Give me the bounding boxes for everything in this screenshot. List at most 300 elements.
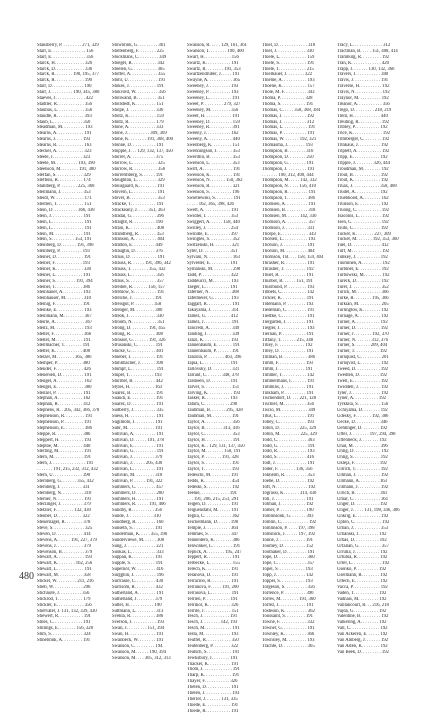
index-entry: Testa, M. . . . . . . . . . . . 193 <box>187 632 239 638</box>
index-entry: Starr, E. . . . . . . . . . . . . . . 356 <box>37 54 94 60</box>
index-entry: Terech, K. . . . . . . . . . . 191 <box>187 567 239 573</box>
index-entry: Steiner, F. . . . . . . . . . . . 193 <box>37 260 90 266</box>
index-entry: Upton, C. . . . . . . . . . . . 192 <box>337 520 390 526</box>
index-entry: Tiernan, P. . . . . . . . . . . 191 <box>262 331 314 337</box>
index-entry: Urbanski, J. . . . . . . . . 192 <box>337 531 387 537</box>
index-entry: Thorson, M. . . . . . . . . . 404 <box>262 249 315 255</box>
index-entry: Thompson, T. . . . . . . . . 386 <box>262 196 315 202</box>
index-entry: Usenko, P. . . . . . . . . . 192 <box>337 567 387 573</box>
index-entry: Stohr, U. . . . . . . . . . . . . 191 <box>112 78 166 84</box>
index-entry: Sweeney, P. . . . . . . . . . 193 <box>187 90 239 96</box>
index-entry: Storrow, L. . . . . . . . . . . 325 <box>112 160 165 166</box>
index-entry: Strackeany, J. . . . . 351, 363 <box>112 207 165 213</box>
index-entry: Tuel, D. . . . . . . . . . . . . 412 <box>337 243 389 249</box>
index-entry: Tesch, J. . . . . . . . . . . . 191 <box>187 614 238 620</box>
index-entry: Tilley, D. . . . . . . . . . . . 191 <box>262 349 314 355</box>
index-entry: Steffens, R. . . . . . . . . . . 174 <box>37 178 91 184</box>
index-entry: Stephan, A. . . . . . . . . . . 162 <box>37 396 91 402</box>
index-entry: Tolman, J. . . . . . . . . . . 192 <box>262 502 314 508</box>
index-entry: Thoma, P. . . . . . . . . . . 328 <box>262 96 313 102</box>
index-entry: Timmermans, I. . . . . . . 191 <box>262 378 315 384</box>
index-entry: Timmer, T. . . . . . . . . . . 142 <box>262 372 315 378</box>
index-entry: Tomshick, J. . . . . . 197, 392 <box>262 531 316 537</box>
index-entry: Thiele, L. . . . . . . . . . . . 159 <box>262 54 315 60</box>
index-entry: Trippie, J. . . . . . . . 326, 444 <box>337 160 390 166</box>
index-entry: Treuting, R. . . . . . . . . . 192 <box>337 119 389 125</box>
index-entry: Tinkham, P. . . . . . . . . . 191 <box>262 390 314 396</box>
index-entry: Steitz, M. . . . . . . . . . . . . 193 <box>37 325 92 331</box>
index-entry: Truong, C. . . . . . . . . . . 192 <box>337 207 389 213</box>
index-entry: Steilmann, J. . . . . . . . . . 353 <box>37 190 91 196</box>
index-entry: Stewart, K. . . . . . . . 162, 256 <box>37 561 93 567</box>
index-entry: Urtubia, R. . . . . . . . . . 192 <box>337 555 388 561</box>
index-entry: Unger, J. . . . . 131, 198, 346, 386 <box>337 508 400 514</box>
index-entry: Sunseth, S. . . . . . . . . . 191 <box>112 526 163 532</box>
index-entry: Stickel, W. . . . . . . . . 211, 216 <box>37 579 94 585</box>
index-entry: Tischendorf, D. . . . 221, 128 <box>262 396 316 402</box>
index-entry: Torres, M. . . . . . . . 191, 360 <box>262 596 316 602</box>
index-entry: Tope, D. . . . . . . . . . . . . 360 <box>262 555 315 561</box>
index-entry: Thompson, B. . . . . . . . 316 <box>262 149 314 155</box>
index-entry: Tibbets, C. . . . . . . . . . . 142 <box>262 290 315 296</box>
index-entry: Swenson, N. . . . . . . 150, 362 <box>187 178 243 184</box>
index-entry: Tesch, J. . . . . . . . 142, 193 <box>187 620 238 626</box>
index-entry: Troudman, M. . . . . . . . 192 <box>337 166 389 172</box>
index-column-2 <box>112 43 178 662</box>
index-entry: Stenersen, D. . . . . . . . . . 191 <box>37 372 92 378</box>
index-entry: Surrrasse, C. . . . . . . . . 430 <box>112 579 164 585</box>
index-entry: Sverson, J. . . . . . . . . . . 193 <box>112 620 165 626</box>
index-entry: Thrasher, T. . . . . . . . . . 192 <box>262 266 314 272</box>
index-entry: Uhlig, D. . . . . . . . . . . . 192 <box>337 449 389 455</box>
index-column-5 <box>337 43 403 656</box>
index-entry: Ukleja, F. . . . . . . . . . . 192 <box>337 461 387 467</box>
index-entry: Trout, K. . . . . . . . . . . . 192 <box>337 178 389 184</box>
index-entry: Stoltz, K. . . . . . . . . . . . 159 <box>112 113 164 119</box>
index-entry: Stolpe, J. . . . . . . . . . . . 336 <box>112 107 164 113</box>
index-entry: Steele, M. . . . . . . . . . 193, 390 <box>37 160 95 166</box>
index-entry: Stiewert, R. . . . . . . . . . . 191 <box>37 614 91 620</box>
index-entry: Thompson, N. . . . . 156, 410 <box>262 184 316 190</box>
index-entry: Tannenbaum, P. . . . . . . 191 <box>187 349 240 355</box>
index-entry: Van Asten, K. . . . . . . . 192 <box>337 643 388 649</box>
index-entry: Timm, J. . . . . . . . . . . . 191 <box>262 366 313 372</box>
index-entry: Swanson, M. . . . . . 190, 394 <box>112 649 166 655</box>
index-entry: Taylor, A. . . . . . . . . . . . 356 <box>187 420 240 425</box>
index-entry: Vacca, P. . . . . . . . . . . . 192 <box>337 584 388 590</box>
index-entry: Stephenson, R. . . . . . . . . 191 <box>37 414 93 420</box>
index-entry: Van Beek, D. . . . . . . . . 192 <box>337 649 389 655</box>
index-entry: Tanding, J. . . . . . . . . . . 339 <box>187 331 240 337</box>
index-entry: Tedds, K. . . . . . . . . . . . 454 <box>187 478 240 484</box>
index-entry: Starr, D. . . . . . . . . . . . . . 190 <box>37 84 92 90</box>
index-entry: Thomson, A. . . . . . . . . . 357 <box>262 219 316 225</box>
index-entry: Sunderman, K. . . . . 355, 396 <box>112 531 168 537</box>
index-entry: Sullivan, L. . . . . . . . . . 191 <box>112 467 164 473</box>
index-entry: Thorsen, L. . . . . . . . . . . 193 <box>262 237 316 243</box>
index-entry: Teiguenstahl, M. . . . . . 191 <box>187 508 239 514</box>
index-entry: Swartzendruber, J. . . . . 191 <box>187 72 240 78</box>
index-entry: Toft, N. . . . . . . . . . . . . . 192 <box>262 484 316 490</box>
index-entry: Tomlin, C. . . . . . . . . . . . 192 <box>262 520 317 526</box>
index-entry: Storrow, R. . . . . . . . . . . 356 <box>112 166 166 172</box>
index-entry: Tracy, L. . . . . . . . . . . . . 312 <box>337 43 391 48</box>
index-entry: Sunderviewe, M. . . . . . 300 <box>112 537 165 543</box>
index-entry: Surrisom, R. . . . . . . . . 432 <box>112 584 163 590</box>
index-entry: Stuper, T. . . . . . . . . . . 193 <box>112 372 162 378</box>
index-entry: . . . . . . . 191, 215, 232, 312, 432 <box>37 467 98 473</box>
index-entry: Tuhkey, J. . . . . . . . . . . 192 <box>337 255 388 261</box>
index-entry: Stelter, F. . . . . . . . . . . . . 366 <box>37 331 92 337</box>
index-entry: Tapia, L. . . . . . . . . . . . 191 <box>187 361 238 367</box>
index-entry: Stovern, L. . . . . . . . . . . 191 <box>112 190 165 196</box>
index-entry: Streok, J. . . . . . . . . . . . 330 <box>112 313 164 319</box>
index-entry: Sundby, R. . . . . . . . . . 356 <box>112 508 162 514</box>
index-entry: Todt, J. . . . . . . . . . . . . . 191 <box>262 461 315 467</box>
index-entry: Tadd, P. . . . . . . . . . . . . 422 <box>187 272 239 278</box>
index-entry: Terranova, F. . . . . 191, 200 <box>187 584 239 590</box>
index-entry: Tripp, E. . . . . . . . . . . . 192 <box>337 154 388 160</box>
index-entry: . . . . . 162, 365, 398, 426 <box>187 202 234 208</box>
index-entry: Steadman, M. . . . . . . . . . 193 <box>37 125 93 131</box>
index-entry: Swenningson, J. . . . . . . 353 <box>187 149 240 155</box>
index-entry: Stearns, J. . . . . . . . . . . . 193 <box>37 137 91 143</box>
index-entry: Stein, D. . . . . . . . . . . 366, 438 <box>37 207 95 213</box>
index-entry: Tidemann, P. . . . . . . . . 193 <box>262 302 314 308</box>
index-entry: Stoeger, R. . . . . . . . . . . 342 <box>112 60 165 66</box>
index-entry: Tonne, J. . . . . . . . . . . . 191 <box>262 537 313 543</box>
index-entry: Uecke, D. . . . . . . . . . . 346 <box>337 420 388 425</box>
index-entry: Vall, C. . . . . . . . . . . . . 192 <box>337 626 388 632</box>
index-entry: Taylor, B. . . . . . . . 313, 416 <box>187 425 240 431</box>
index-entry: Swan, J. . . . . . . . . 151, 394 <box>112 626 165 632</box>
index-column-4 <box>262 43 328 650</box>
index-entry: Swidler, I. . . . . . . . . . . 353 <box>187 213 239 219</box>
index-entry: Turnage, A. . . . . . . . . . 192 <box>337 313 389 319</box>
index-entry: Tiedtke, C. . . . . . . . . . . 191 <box>262 313 315 319</box>
index-entry: Straus, S. . . . . . . . . . . . 357 <box>112 278 164 284</box>
index-entry: Todd, R. . . . . . . . . . . . . 193 <box>262 449 315 455</box>
index-entry: Stoelen, G. . . . . . . . . . . 365 <box>112 66 165 72</box>
index-entry: Swilley, J. . . . . . . . . . . 254 <box>187 225 238 231</box>
index-entry: Tenwinkel, L. . . . . . . . . 191 <box>187 543 241 549</box>
index-entry: Tedeski, S. . . . . . . . . . . 192 <box>187 484 240 490</box>
index-entry: Tillman, B. . . . . . . . . . . 386 <box>262 355 315 361</box>
index-entry: Sweeney, R. . . . . . . . . . 391 <box>187 125 240 131</box>
index-entry: Tiedeman, C. . . . . . . . . 191 <box>262 308 315 314</box>
index-entry: Stein, S. . . . . . . . . . 153, 191 <box>37 237 92 243</box>
index-entry: Steuernagel, R. . . . . . . . 378 <box>37 520 91 526</box>
index-entry: Stephens, R. . 205, 342, 366, 378 <box>37 408 100 414</box>
index-entry: . . . 191, 206, 215, 251, 291 <box>187 496 239 502</box>
index-entry: Todd, C. . . . . . . . . . . . . 363 <box>262 437 315 443</box>
index-entry: Sterzinger, J. . . . . . . . . . 379 <box>37 502 91 508</box>
index-entry: Umar, C. . . . . . . . . . . . 361 <box>337 496 389 502</box>
index-entry: Thurmond, P. . . . . . . . . 193 <box>262 284 315 290</box>
index-entry: Sweeney, D. . . . . . . . . . 159 <box>187 119 240 125</box>
index-entry: Stuhlmacher, J. . . . . . . 390 <box>112 361 164 367</box>
index-entry: Thomsen, B. . . . . . . . . . 318 <box>262 207 316 213</box>
index-entry: Taylor, T. . . . . . . . . . . . 193 <box>187 467 239 473</box>
index-entry: Tischler, M. . . . . . . . . . 356 <box>262 402 314 408</box>
index-entry: Turke, R. . . . . . . . 195, 366 <box>337 296 389 302</box>
index-entry: Teppert, R. . . . . . . . . . . 191 <box>187 555 240 561</box>
index-entry: Sutter, H. . . . . . . . . . . 190 <box>112 602 162 608</box>
index-entry: Stetzler, F. . . . . . . . 132, 430 <box>37 508 91 514</box>
index-entry: Tope, C. . . . . . . . . . . . . 357 <box>262 561 315 567</box>
index-entry: Switzenski, H. . . . . . . . 321 <box>187 243 240 249</box>
index-entry: Treanor, A. . . . . . . . . . . 356 <box>337 101 390 107</box>
index-entry: Townley, K. . . . . . . . . . 366 <box>262 632 315 638</box>
index-entry: Stern, U. . . . . . . . . . . . . 390 <box>37 473 91 479</box>
index-entry: Stoughton, L. . . . . . . . . 329 <box>112 178 165 184</box>
index-entry: Summers, D. . . . . . . . . 200 <box>112 490 164 496</box>
index-entry: Sundberg, R. . . . . . . . . 160 <box>112 520 164 526</box>
index-entry: Steirle, A. . . . . . . . . . . . . 367 <box>37 319 93 325</box>
index-entry: Trinkaus, J. . . . . . . . . . 192 <box>337 143 389 149</box>
index-entry: Swanson, T. . . . . . . . 190, 400 <box>187 48 244 54</box>
index-entry: Steiner, L. . . . . . . . . . . . 191 <box>37 272 91 278</box>
index-entry: Torrence, P. . . . . . . . . . 390 <box>262 590 314 596</box>
index-entry: Swingles, S. . . . . . . . . . 352 <box>187 237 240 243</box>
index-entry: Stengel, E. . . . . . . . . . . . 380 <box>37 384 92 390</box>
index-entry: Straight, R. . . . . . . . . . 190 <box>112 219 163 225</box>
index-entry: Suhr, M. . . . . . . . . . . . 191 <box>112 425 163 431</box>
index-entry: Swan, H. . . . . . . . . . . . 191 <box>112 632 164 638</box>
index-entry: Stengel, A. . . . . . . . . . . . 162 <box>37 378 92 384</box>
index-entry: Suaudi, E. . . . . . . . . . . 191 <box>112 396 164 402</box>
index-entry: Sterner, N. . . . . . . . . . . . 191 <box>37 496 92 502</box>
index-entry: Stein, L. . . . . . . . . . . . . . 191 <box>37 225 92 231</box>
index-entry: Stradal, G. . . . . . . . . . . 396 <box>112 213 164 219</box>
index-entry: Tyrkkila, S. . . . . . . . . . 156 <box>337 402 389 408</box>
index-entry: Teutsch, S. . . . . . . . . . . 191 <box>187 649 240 655</box>
index-entry: Temmes, S. . . . . . . . . . 347 <box>187 531 239 537</box>
index-entry: Vadnais, M. . . . . . . . . 192 <box>337 596 387 602</box>
index-entry: Steven, D. . . . . . . . . . . . 414 <box>37 531 91 537</box>
index-entry: Traynor, M. . . . . . . . . . 192 <box>337 96 389 102</box>
index-entry: Sterling, M. . . . . . . . . . . 191 <box>37 449 92 455</box>
index-entry: Terracino, R. . . . . . . . . 191 <box>187 579 239 585</box>
index-entry: Thompson, G. . . . . . . . 191 <box>262 160 314 166</box>
index-column-3 <box>187 43 253 715</box>
index-entry: Stone, K. . . . . . . . 191, 368, 400 <box>112 137 173 143</box>
index-entry: Sullivan, D. . . . . . 191, 378 <box>112 437 164 443</box>
index-entry: Tyner, A. . . . . . . . . . . 192 <box>337 396 386 402</box>
index-entry: Ulrich, B. . . . . . . . . . . 361 <box>337 490 388 496</box>
index-entry: Strong, D. . . . . . . . 191, 455 <box>112 325 166 331</box>
index-entry: Turnqvist, L. . . . . . . . . 192 <box>337 361 389 367</box>
index-entry: Stürmer, B. . . . . . . . . . 442 <box>112 378 163 384</box>
index-entry: Stewart, A. . . . . . . . . . . . 193 <box>37 555 92 561</box>
index-entry: Suarez, D. . . . . . . . . . . 191 <box>112 402 164 408</box>
index-entry: Streibel, R. . . . . . . 156, 157 <box>112 284 165 290</box>
index-entry: Starr, E. . . . . . . . . . . . . . . 156 <box>37 48 94 54</box>
index-entry: Stokes, J. . . . . . . . . . . . 191 <box>112 84 164 90</box>
index-entry: Turbowski, M. . . . . . . . 192 <box>337 272 390 278</box>
index-entry: Starr, J. . . . . . . . . . 190, 345, 380 <box>37 90 100 96</box>
index-entry: Starck, D. . . . . . . . . . . . . 336 <box>37 66 93 72</box>
index-entry: Stowbrink, G. . . . . . . . . 361 <box>112 43 166 48</box>
index-entry: Unkrig, E. . . . . . . . . . . 192 <box>337 514 389 520</box>
index-entry: Tosteson, K. . . . . . . . . . 362 <box>262 608 315 614</box>
index-entry: Tractman, B. . . . . 151, 408, 414 <box>337 48 398 54</box>
index-entry: Stephenson, E. . . . . . . . . 386 <box>37 425 92 431</box>
index-entry: Thiele, T. . . . . . . . . . . . 215 <box>262 66 314 72</box>
index-entry: Tucker, M. . . . . . . 192, 353, 360 <box>337 237 399 243</box>
index-entry: Taylor, K. . 129, 131, 137, 450 <box>187 443 245 449</box>
index-entry: Travers, J. . . . . . . . . . . 380 <box>337 72 389 78</box>
index-entry: Stoliwand, B. . . . . . . . . 351 <box>112 96 165 102</box>
index-entry: Uttech, E. . . . . . . . . . . 192 <box>337 579 388 585</box>
index-entry: Supernor, W. . . . . . . . . 416 <box>112 567 164 573</box>
index-entry: Thorpe, E. . . . . . . . . . . . 343 <box>262 231 316 237</box>
index-entry: Stonne, D. . . . . . . . . . . 191 <box>112 143 164 149</box>
index-entry: Stephenson, P. . . . . . . . . 191 <box>37 420 92 425</box>
index-entry: Swanson, C. . . . . . . . . 194 <box>112 643 163 649</box>
index-entry: Teichelmann, D. . . . . . 198 <box>187 520 238 526</box>
index-entry: Sternberg, N. . . . . . . . . . 310 <box>37 490 92 496</box>
index-entry: Steiflen, T. . . . . . . . . . . . 151 <box>37 202 92 208</box>
index-entry: Thomas, W. . . . . . . 192, 321 <box>262 137 317 143</box>
index-entry: Sugimoto, J. . . . . . . . . 191 <box>112 420 163 425</box>
index-entry: Strusanski, C. . . . . . . . 191 <box>112 343 163 349</box>
index-entry: Stein, M. . . . . . . . . . . . . 191 <box>37 231 91 237</box>
index-entry: Thieme, A. . . . . . . . . . . 193 <box>262 78 315 84</box>
index-entry: Thurber, R. . . . . . 151, 191 <box>262 278 313 284</box>
index-entry: Timmins, J. . . . . . . . . . 191 <box>262 384 314 390</box>
index-entry: Steinmann, M. . . . . . . . . 367 <box>37 313 92 319</box>
index-entry: Swart, H. . . . . . . . . . . . 156 <box>187 54 239 60</box>
index-entry: Van Amberg, J. . . . . . . 192 <box>337 637 389 643</box>
index-entry: Swenson, L. . . . . . . . . . 353 <box>187 160 240 166</box>
index-entry: Sweeney, J. . . . . . . . . . 193 <box>187 84 239 90</box>
index-entry: Turner, J. . . . . . . . 192, 370 <box>337 331 389 337</box>
index-entry: Teranova, D. . . . . . . . . 191 <box>187 573 239 579</box>
index-entry: Tuominen, A. . . . . . . . . 192 <box>337 260 390 266</box>
index-entry: Tucker, K. . . . . . . . 227, 309 <box>337 231 391 237</box>
index-entry: Stern, J. . . . . . . . . . . . . . . 191 <box>37 461 94 467</box>
index-entry: Stansberry, P. . . . . . . . . 271, 329 <box>37 43 99 48</box>
index-entry: Tribley, P. . . . . . . . . . . 192 <box>337 125 388 131</box>
index-entry: Vaillancourt, R. . . 216, 218 <box>337 602 389 608</box>
index-entry: Tarsheen, D. . . . . . . . . 191 <box>187 378 238 384</box>
index-entry: Thiede, R. . . . . . . . . . . 191 <box>187 708 239 714</box>
index-entry: Taylor, C. . . . . . . . . . . . 353 <box>187 431 240 437</box>
index-entry: Sutherland, A. . . . . . . . 191 <box>112 590 164 596</box>
index-entry: Swenson, R. . . . . . . . . . 321 <box>187 184 240 190</box>
index-entry: Tickler, K. . . . . . . . . . . 191 <box>262 296 314 302</box>
index-entry: . . . . . . . 190, 312, 400, 444 <box>262 172 314 178</box>
index-entry: Stenzel, P. . . . . . . . . . . . 191 <box>37 390 91 396</box>
index-entry: Tedeschi, M. . . . . . . . . 191 <box>187 473 239 479</box>
index-entry: Uchiyama, D. . . . . . . . 192 <box>337 408 388 414</box>
index-entry: Thelen, D. . . . . . . . . . . 191 <box>187 685 239 691</box>
index-entry: Sutherland, J. . . . . . . . 379 <box>112 596 163 602</box>
index-entry: Uhal, M. . . . . . . . . . . . 396 <box>337 443 388 449</box>
index-entry: Van Ackeren, E. . . . . . 192 <box>337 632 388 638</box>
index-entry: Sunde, J. . . . . . . . . . . 310 <box>112 514 161 520</box>
index-entry: Steinhauer, A. . . . . . . . . 193 <box>37 290 91 296</box>
index-entry: Turner, S. . . . . . . 209, 404 <box>337 343 388 349</box>
index-entry: Tasker, R. . . . . . . . . . . 193 <box>187 396 238 402</box>
index-entry: Strosser, G. . . . . . . 191, 326 <box>112 337 166 343</box>
index-entry: Sung, J. . . . . . . . . . . . . 221 <box>112 543 164 549</box>
index-entry: Strauss, L. . . . . . . . . . . 356 <box>112 272 164 278</box>
index-entry: Thole, M. F. . . . . . . . . . 343 <box>262 90 315 96</box>
index-entry: Thomas, P. . . . . . . . . . . 191 <box>262 131 315 137</box>
index-entry: Swartz, R. . . . . . . . 191, 353 <box>187 66 241 72</box>
index-entry: Trego, D. . . . . . . . . 218, 219 <box>337 107 392 113</box>
index-entry: Steiner, T. . . . . . . . . . . . 386 <box>37 284 91 290</box>
index-entry: Uhlig, S. . . . . . . . . . . . 192 <box>337 455 388 461</box>
index-entry: Swanson, R. . . . . 129, 161, 361 <box>187 43 247 48</box>
index-entry: Twiddell, J. . . . . . . . . . 192 <box>337 384 389 390</box>
index-entry: Tograssi, K. . . . . . . 314, 430 <box>262 490 317 496</box>
index-entry: Taylor, H. . . . . . . . . . . . 191 <box>187 437 240 443</box>
index-entry: Tarrant, C. . . . . . . 348, 378 <box>187 372 239 378</box>
index-entry: Tweed, D. . . . . . . . . . . 192 <box>337 366 388 372</box>
index-entry: Swanbeck, W. . . . . . . . 191 <box>112 637 164 643</box>
index-entry: Steinberg, D. . . . . . . 191, 390 <box>37 243 94 249</box>
index-entry: Sylvester, E. . . . . . . . . 191 <box>187 260 238 266</box>
index-entry: Taeger, L. . . . . . . . . . . 191 <box>187 284 238 290</box>
index-entry: Stiles, C. . . . . . . . . . . . . 191 <box>37 620 91 626</box>
index-entry: Toussaint, S. . . . . . . . . 191 <box>262 614 313 620</box>
index-entry: Sweeney, L. . . . . . . . . . 191 <box>187 96 240 102</box>
index-entry: Ullmann, A. . . . . . . . . 163 <box>337 478 387 484</box>
index-column-1 <box>37 43 103 644</box>
index-entry: Tureck, D. . . . . . . . . . . 192 <box>337 278 389 284</box>
index-entry: Tiegler, J. . . . . . . . . . . . 193 <box>262 325 315 331</box>
index-entry: Strauss, R. . . . . . 191, 396, 342 <box>112 260 171 266</box>
index-entry: Steinke, E. . . . . . . . . . . . 193 <box>37 308 92 314</box>
index-entry: Terrikor, K. . . . . . . . . . 326 <box>187 602 239 608</box>
index-entry: Tatum, C. . . . . . . . . . . 290 <box>187 402 238 408</box>
index-entry: Terrile, J. . . . . . . . . . . . 151 <box>187 608 239 614</box>
index-entry: Steppert, H. . . . . . . . . . . 193 <box>37 437 92 443</box>
index-entry: Udesky, F. . . . . . . 192, 386 <box>337 414 389 420</box>
index-entry: Stumpf, L. . . . . . . . . . . 191 <box>112 366 164 372</box>
index-entry: Turner, D. . . . . . . . . . . 192 <box>337 325 388 331</box>
index-entry: Tsen, C. . . . . . . . . . . . . 192 <box>337 219 389 225</box>
index-entry: Stickrod, T. . . . . . . . . . . 179 <box>37 596 91 602</box>
index-entry: Tafelmeier, G. . . . . . . . 193 <box>187 296 239 302</box>
index-entry: Swenson, S. . . . . . . . . . 196 <box>187 190 240 196</box>
index-entry: Tsuto, C. . . . . . . . . . . . 192 <box>337 225 388 231</box>
index-entry: Stoltz, R. . . . . . . . . . . . 179 <box>112 119 164 125</box>
index-entry: Stickler, E. . . . . . . . . . . . 356 <box>37 602 92 608</box>
index-entry: Stelter, K. . . . . . . . . . . . 408 <box>37 349 90 355</box>
index-entry: Thornson, TB. . . . 158, 159, 404 <box>262 255 324 261</box>
index-entry: Tamez, J. . . . . . . . . . . . 191 <box>187 319 239 325</box>
index-entry: Strandberg, R. . . . . . . . 353 <box>112 231 164 237</box>
index-entry: Surgghin, J. . . . . . . . . . 196 <box>112 573 164 579</box>
index-entry: Sweet, H. . . . . . . . . . . . 191 <box>187 113 240 119</box>
index-entry: Tomer, P. . . . . . . . . . . . 190 <box>262 508 314 514</box>
index-entry: Trachte, D. . . . . . . . . . . 365 <box>262 643 315 649</box>
index-entry: Sullivan, J. . . . . . . . . . 379 <box>112 455 163 461</box>
index-entry: Stein, J. . . . . . . . . . . . . . 191 <box>37 213 91 219</box>
index-entry: Taylor, S. . . . . . . . . . . . 191 <box>187 461 240 467</box>
index-entry: Stearns, A. . . . . . . . . . . . 191 <box>37 131 92 137</box>
index-entry: Tweit, E. . . . . . . . . . . . 192 <box>337 378 388 384</box>
index-entry: Thorson, J. . . . . . . . . . . 191 <box>262 243 315 249</box>
index-entry: Stucke, G. . . . . . . . . . . 401 <box>112 349 164 355</box>
index-entry: Uehlinger, D. . . . . . . . 192 <box>337 425 388 431</box>
index-entry: Turbiner, E. . . . . . . . . . 192 <box>337 266 389 272</box>
index-entry: Turer, J. . . . . . . . . . . . . 352 <box>337 284 389 290</box>
